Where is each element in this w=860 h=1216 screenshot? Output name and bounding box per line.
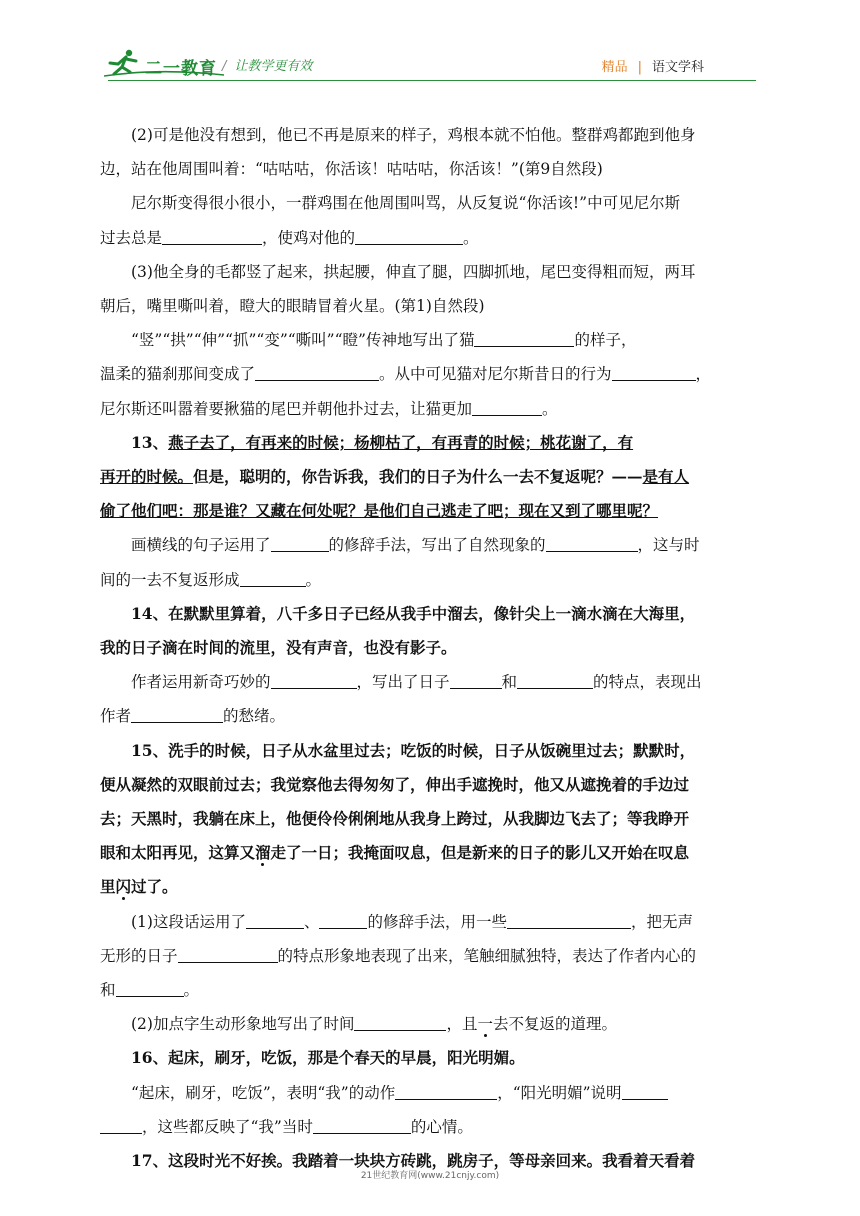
text-line: 作者运用新奇巧妙的 ，写出了日子 和 的特点，表现出 bbox=[131, 673, 702, 692]
answer-blank[interactable] bbox=[612, 365, 696, 382]
question-13: 13、燕子去了，有再来的时候；杨柳枯了，有再青的时候；桃花谢了，有 bbox=[131, 432, 634, 452]
question-17: 17、这段时光不好挨。我踏着一块块方砖跳，跳房子，等母亲回来。我看着天看着 bbox=[131, 1151, 696, 1171]
dotted-char: 闪 bbox=[115, 877, 132, 897]
text-line: 我的日子滴在时间的流里，没有声音，也没有影子。 bbox=[100, 638, 457, 658]
text-line: 画横线的句子运用了 的修辞手法，写出了自然现象的 ，这与时 bbox=[131, 536, 700, 555]
answer-blank[interactable] bbox=[622, 1083, 668, 1100]
answer-blank[interactable] bbox=[355, 228, 463, 245]
page-header bbox=[0, 0, 860, 90]
text-line: 作者 的愁绪。 bbox=[100, 707, 286, 726]
text-line: (2)加点字生动形象地写出了时间 ，且一去不复返的道理。 bbox=[131, 1015, 618, 1034]
question-16: 16、起床，刷牙，吃饭，那是个春天的早晨，阳光明媚。 bbox=[131, 1048, 525, 1068]
answer-blank[interactable] bbox=[472, 399, 542, 416]
text-line: 过去总是 ，使鸡对他的 。 bbox=[100, 228, 479, 247]
text-line: 尼尔斯还叫嚣着要揪猫的尾巴并朝他扑过去，让猫更加 。 bbox=[100, 399, 558, 418]
text-line: 边，站在他周围叫着：“咕咕咕，你活该！咕咕咕，你活该！”(第9自然段) bbox=[100, 160, 603, 179]
answer-blank[interactable] bbox=[507, 912, 631, 929]
page-footer: 21世纪教育网(www.21cnjy.com) bbox=[360, 1171, 500, 1181]
text-line: (3)他全身的毛都竖了起来，拱起腰，伸直了腿，四脚抓地，尾巴变得粗而短，两耳 bbox=[131, 262, 696, 281]
text-line: 和 。 bbox=[100, 981, 200, 1000]
answer-blank[interactable] bbox=[313, 1117, 411, 1134]
dotted-char: 一 bbox=[477, 1015, 493, 1034]
header-tags: 精品 | 语文学科 bbox=[601, 60, 704, 75]
answer-blank[interactable] bbox=[246, 912, 304, 929]
dotted-char: 溜 bbox=[255, 843, 271, 863]
text-line: 偷了他们吧：那是谁？又藏在何处呢？是他们自己逃走了吧；现在又到了哪里呢？ bbox=[100, 501, 659, 521]
answer-blank[interactable] bbox=[255, 365, 379, 382]
text-line: 温柔的猫刹那间变成了 。从中可见猫对尼尔斯昔日的行为 ， bbox=[100, 365, 712, 384]
answer-blank[interactable] bbox=[131, 707, 223, 724]
document-body bbox=[100, 118, 764, 1178]
text-line: 眼和太阳再见，这算又溜走了一日；我掩面叹息，但是新来的日子的影儿又开始在叹息 bbox=[100, 843, 690, 863]
text-line: 再开的时候。但是，聪明的，你告诉我，我们的日子为什么一去不复返呢？——是有人 bbox=[100, 467, 690, 487]
answer-blank[interactable] bbox=[271, 536, 329, 553]
answer-blank[interactable] bbox=[240, 570, 306, 587]
quality-tag: 精品 bbox=[601, 60, 628, 75]
text-line: 便从凝然的双眼前过去；我觉察他去得匆匆了，伸出手遮挽时，他又从遮挽着的手边过 bbox=[100, 774, 690, 794]
answer-blank[interactable] bbox=[546, 536, 638, 553]
answer-blank[interactable] bbox=[474, 331, 574, 348]
header-divider bbox=[108, 80, 756, 81]
text-line: 间的一去不复返形成 。 bbox=[100, 570, 322, 589]
answer-blank[interactable] bbox=[450, 673, 502, 690]
answer-blank[interactable] bbox=[100, 1117, 142, 1134]
text-line: 里闪过了。 bbox=[100, 877, 178, 897]
text-line: 去；天黑时，我躺在床上，他便伶伶俐俐地从我身上跨过，从我脚边飞去了；等我睁开 bbox=[100, 809, 690, 829]
logo-text: 二一教育 bbox=[145, 59, 217, 79]
answer-blank[interactable] bbox=[319, 912, 367, 929]
answer-blank[interactable] bbox=[116, 981, 184, 998]
answer-blank[interactable] bbox=[354, 1015, 446, 1032]
text-line: (1)这段话运用了 、 的修辞手法，用一些 ，把无声 bbox=[131, 912, 694, 931]
answer-blank[interactable] bbox=[395, 1083, 497, 1100]
slogan: / 让教学更有效 bbox=[222, 59, 313, 74]
answer-blank[interactable] bbox=[271, 673, 357, 690]
subject-tag: 语文学科 bbox=[651, 60, 704, 75]
question-14: 14、在默默里算着，八千多日子已经从我手中溜去，像针尖上一滴水滴在大海里， bbox=[131, 603, 696, 623]
answer-blank[interactable] bbox=[162, 228, 262, 245]
answer-blank[interactable] bbox=[517, 673, 593, 690]
answer-blank[interactable] bbox=[178, 946, 278, 963]
text-line: “起床，刷牙，吃饭”，表明“我”的动作 ，“阳光明媚”说明 bbox=[100, 1076, 764, 1110]
text-line: “竖”“拱”“伸”“抓”“变”“嘶叫”“瞪”传神地写出了猫 的样子， bbox=[131, 331, 637, 350]
text-line: (2)可是他没有想到，他已不再是原来的样子，鸡根本就不怕他。整群鸡都跑到他身 bbox=[131, 126, 696, 144]
text-line: 朝后，嘴里嘶叫着，瞪大的眼睛冒着火星。(第1)自然段) bbox=[100, 297, 485, 316]
text-line: ，这些都反映了“我”当时 的心情。 bbox=[100, 1110, 764, 1144]
text-line: 尼尔斯变得很小很小，一群鸡围在他周围叫骂，从反复说“你活该!”中可见尼尔斯 bbox=[131, 194, 681, 213]
question-15: 15、洗手的时候，日子从水盆里过去；吃饭的时候，日子从饭碗里过去；默默时， bbox=[131, 740, 696, 760]
text-line: 无形的日子 的特点形象地表现了出来，笔触细腻独特，表达了作者内心的 bbox=[100, 946, 697, 965]
